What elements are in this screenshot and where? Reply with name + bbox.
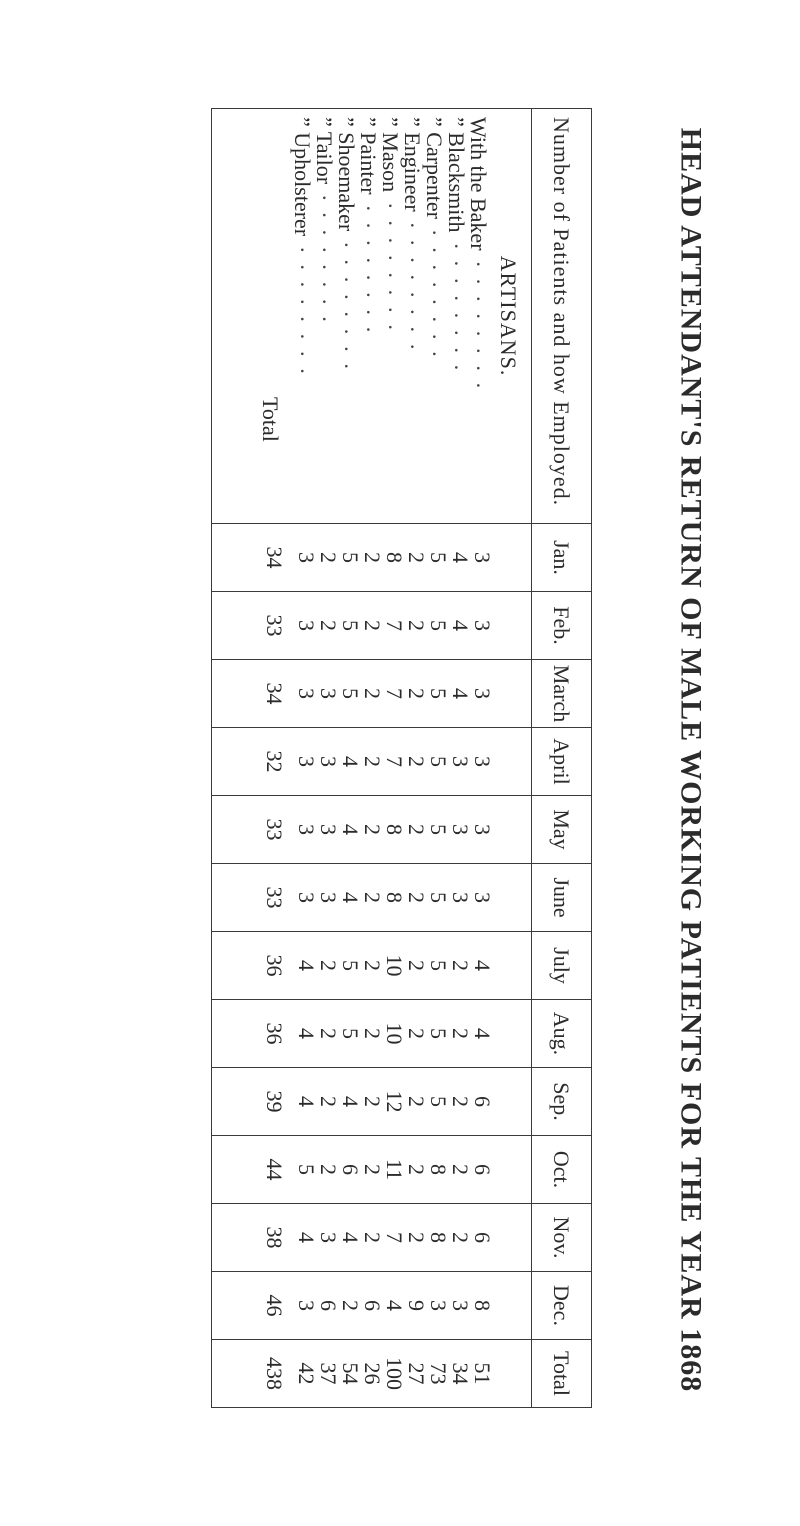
table-cell: 3 [316, 688, 341, 699]
column-total: 33 [262, 614, 287, 637]
working-patients-table [211, 108, 592, 1408]
table-cell: 3 [294, 824, 319, 835]
table-cell: 2 [360, 892, 385, 903]
column-total: 39 [262, 1090, 287, 1113]
header-total: Total [532, 1340, 592, 1408]
header-march: March [532, 660, 592, 728]
table-cell: 3 [470, 620, 495, 631]
total-label: Total [258, 397, 283, 442]
month-column [212, 660, 532, 728]
table-cell: 2 [360, 1232, 385, 1243]
table-cell: 2 [338, 1300, 363, 1311]
table-cell: 5 [294, 1164, 319, 1175]
column-total: 438 [262, 1357, 287, 1390]
table-cell: 26 [360, 1362, 385, 1385]
leader-dots: ········ [290, 246, 315, 385]
table-cell: 42 [294, 1362, 319, 1385]
table-cell: 3 [470, 824, 495, 835]
trade-row [313, 117, 335, 515]
table-body-row [212, 109, 532, 1408]
table-cell: 7 [382, 620, 407, 631]
trades-column [212, 109, 532, 524]
table-cell: 3 [294, 892, 319, 903]
table-cell: 100 [382, 1357, 407, 1390]
table-cell: 2 [404, 824, 429, 835]
table-cell: 4 [338, 756, 363, 767]
table-cell: 4 [294, 1232, 319, 1243]
table-cell: 7 [382, 756, 407, 767]
table-cell: 2 [316, 620, 341, 631]
trade-label: ” Upholsterer [290, 117, 315, 237]
table-cell: 5 [426, 1028, 451, 1039]
table-cell: 5 [426, 756, 451, 767]
leader-dots: ········ [312, 194, 337, 333]
header-dec: Dec. [532, 1272, 592, 1340]
trade-label: ” Shoemaker [334, 117, 359, 232]
table-cell: 3 [316, 756, 341, 767]
header-feb: Feb. [532, 592, 592, 660]
table-cell: 5 [426, 1096, 451, 1107]
column-total: 33 [262, 886, 287, 909]
table-cell: 5 [426, 960, 451, 971]
column-total: 36 [262, 954, 287, 977]
table-cell: 73 [426, 1362, 451, 1385]
trade-label: ” Engineer [400, 117, 425, 212]
table-cell: 3 [294, 688, 319, 699]
table-cell: 2 [404, 620, 429, 631]
table-cell: 10 [382, 1022, 407, 1045]
month-column [212, 1136, 532, 1204]
table-cell: 2 [316, 552, 341, 563]
column-total: 33 [262, 818, 287, 841]
table-cell: 9 [404, 1300, 429, 1311]
table-cell: 3 [316, 892, 341, 903]
table-cell: 3 [294, 756, 319, 767]
trade-row [401, 117, 423, 515]
table-cell: 2 [360, 960, 385, 971]
table-cell: 10 [382, 954, 407, 977]
trade-row [357, 117, 379, 515]
group-title: ARTISANS. [496, 255, 521, 377]
table-cell: 8 [426, 1164, 451, 1175]
table-cell: 2 [360, 1164, 385, 1175]
table-cell: 2 [448, 1028, 473, 1039]
header-jan: Jan. [532, 524, 592, 592]
leader-dots: ········ [466, 260, 491, 400]
table-cell: 37 [316, 1362, 341, 1385]
table-cell: 8 [382, 552, 407, 563]
column-total: 34 [262, 682, 287, 705]
month-column [212, 524, 532, 592]
month-column [212, 1068, 532, 1136]
table-cell: 2 [404, 1164, 429, 1175]
table-cell: 2 [404, 892, 429, 903]
table-cell: 4 [382, 1300, 407, 1311]
table-cell: 2 [360, 552, 385, 563]
header-july: July [532, 932, 592, 1000]
table-cell: 4 [338, 824, 363, 835]
table-cell: 5 [426, 620, 451, 631]
table-cell: 4 [338, 1096, 363, 1107]
trade-row [445, 117, 467, 515]
page-heading-text: HEAD ATTENDANT'S RETURN OF MALE WORKING PATIENTS FOR THE YEAR 1868 [674, 127, 707, 1393]
month-column [212, 1272, 532, 1340]
trade-row [423, 117, 445, 515]
trade-label: ” Painter [356, 117, 381, 195]
table-cell: 2 [404, 1232, 429, 1243]
table-cell: 2 [448, 1096, 473, 1107]
header-june: June [532, 864, 592, 932]
trade-row [379, 117, 401, 515]
table-cell: 2 [448, 1164, 473, 1175]
header-sep: Sep. [532, 1068, 592, 1136]
table-cell: 2 [360, 688, 385, 699]
table-cell: 2 [316, 1096, 341, 1107]
table-cell: 2 [360, 1096, 385, 1107]
table-cell: 5 [338, 1028, 363, 1039]
table-cell: 4 [294, 960, 319, 971]
table-cell: 2 [316, 1164, 341, 1175]
table-cell: 7 [382, 1232, 407, 1243]
table-cell: 3 [426, 1300, 451, 1311]
table-cell: 8 [382, 892, 407, 903]
table-cell: 2 [404, 688, 429, 699]
leader-dots: ········ [356, 204, 381, 344]
table-cell: 3 [294, 1300, 319, 1311]
table-cell: 2 [360, 1028, 385, 1039]
table-cell: 3 [316, 1232, 341, 1243]
header-oct: Oct. [532, 1136, 592, 1204]
column-total: 38 [262, 1226, 287, 1249]
table-cell: 2 [404, 1028, 429, 1039]
leader-dots: ········ [378, 202, 403, 341]
table-cell: 3 [470, 892, 495, 903]
trade-row [291, 117, 313, 515]
table-cell: 51 [470, 1362, 495, 1385]
table-cell: 3 [316, 824, 341, 835]
header-nov: Nov. [532, 1204, 592, 1272]
table-cell: 11 [382, 1158, 407, 1181]
table-cell: 2 [448, 1232, 473, 1243]
table-cell: 2 [316, 960, 341, 971]
month-column [212, 1340, 532, 1408]
table-cell: 5 [426, 688, 451, 699]
table-cell: 6 [470, 1164, 495, 1175]
column-total: 46 [262, 1294, 287, 1317]
table-cell: 3 [448, 892, 473, 903]
column-total: 32 [262, 750, 287, 773]
rotated-table-wrapper [212, 108, 592, 1408]
month-column [212, 728, 532, 796]
leader-dots: ········ [400, 221, 425, 361]
table-cell: 3 [470, 756, 495, 767]
trade-row [335, 117, 357, 515]
month-column [212, 864, 532, 932]
table-cell: 6 [470, 1232, 495, 1243]
table-cell: 2 [404, 756, 429, 767]
table-cell: 27 [404, 1362, 429, 1385]
table-cell: 2 [404, 960, 429, 971]
month-column [212, 1000, 532, 1068]
leader-dots: ········ [444, 242, 469, 382]
month-column [212, 796, 532, 864]
table-cell: 6 [360, 1300, 385, 1311]
table-cell: 5 [338, 620, 363, 631]
table-cell: 8 [382, 824, 407, 835]
trade-row [467, 117, 489, 515]
trade-label: ” Blacksmith [444, 117, 469, 233]
column-total: 44 [262, 1158, 287, 1181]
header-aug: Aug. [532, 1000, 592, 1068]
trade-label: ” Carpenter [422, 117, 447, 219]
table-cell: 3 [448, 824, 473, 835]
table-cell: 4 [294, 1096, 319, 1107]
table-cell: 5 [426, 824, 451, 835]
leader-dots: ········ [334, 241, 359, 380]
table-cell: 5 [338, 960, 363, 971]
table-cell: 3 [470, 552, 495, 563]
table-cell: 8 [470, 1300, 495, 1311]
table-cell: 2 [448, 960, 473, 971]
table-cell: 5 [426, 552, 451, 563]
table-cell: 3 [470, 688, 495, 699]
table-cell: 2 [360, 824, 385, 835]
table-cell: 4 [294, 1028, 319, 1039]
table-cell: 3 [448, 1300, 473, 1311]
table-cell: 34 [448, 1362, 473, 1385]
table-cell: 8 [426, 1232, 451, 1243]
table-cell: 4 [448, 688, 473, 699]
header-employment: Number of Patients and how Employed. [532, 109, 592, 524]
month-column [212, 592, 532, 660]
column-total: 34 [262, 546, 287, 569]
table-cell: 6 [316, 1300, 341, 1311]
month-column [212, 1204, 532, 1272]
table-cell: 2 [404, 1096, 429, 1107]
month-column [212, 932, 532, 1000]
table-cell: 3 [448, 756, 473, 767]
table-cell: 4 [470, 1028, 495, 1039]
column-total: 36 [262, 1022, 287, 1045]
leader-dots: ········ [422, 229, 447, 368]
table-cell: 5 [338, 688, 363, 699]
table-cell: 4 [448, 552, 473, 563]
table-cell: 2 [316, 1028, 341, 1039]
trade-label: With the Baker [466, 117, 491, 251]
table-cell: 7 [382, 688, 407, 699]
table-cell: 12 [382, 1090, 407, 1113]
page-heading [650, 60, 730, 1460]
table-cell: 2 [360, 620, 385, 631]
table-cell: 4 [338, 892, 363, 903]
table-cell: 4 [470, 960, 495, 971]
trade-label: ” Tailor [312, 117, 337, 185]
table-cell: 5 [426, 892, 451, 903]
table-cell: 4 [338, 1232, 363, 1243]
table-cell: 54 [338, 1362, 363, 1385]
table-cell: 2 [404, 552, 429, 563]
table-header-row [532, 109, 592, 1408]
header-april: April [532, 728, 592, 796]
table-cell: 6 [338, 1164, 363, 1175]
table-cell: 3 [294, 620, 319, 631]
table-cell: 3 [294, 552, 319, 563]
table-cell: 5 [338, 552, 363, 563]
table-cell: 2 [360, 756, 385, 767]
trade-label: ” Mason [378, 117, 403, 193]
table-cell: 6 [470, 1096, 495, 1107]
table-cell: 4 [448, 620, 473, 631]
header-may: May [532, 796, 592, 864]
